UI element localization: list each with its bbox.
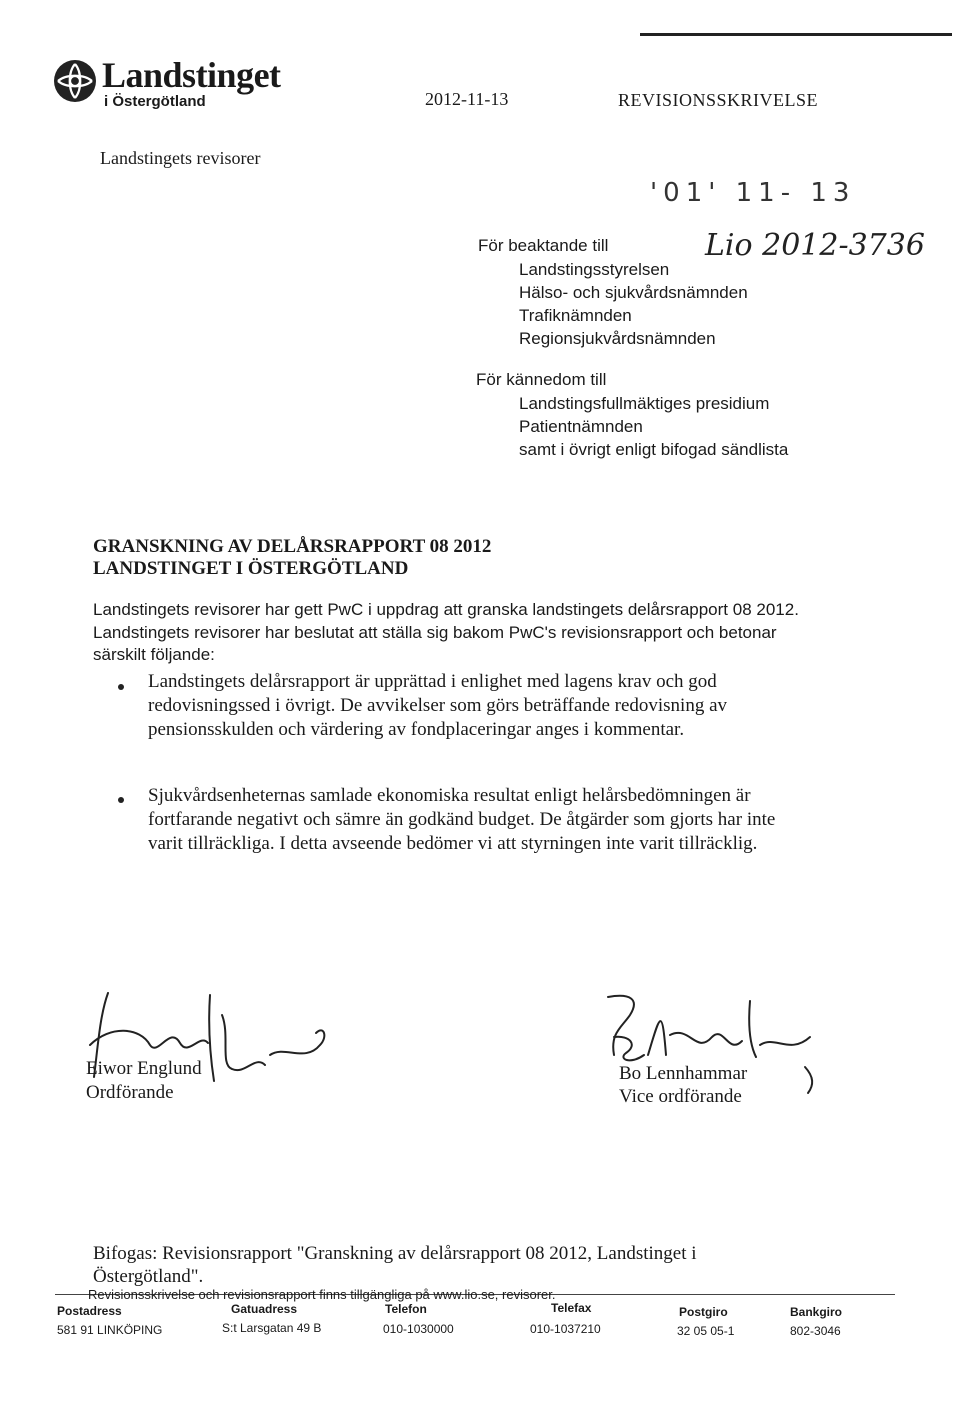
footer-telefon: 010-1030000 [383,1322,454,1336]
info-recipient-item: samt i övrigt enligt bifogad sändlista [519,440,789,459]
recipient-item: Landstingsstyrelsen [519,260,670,279]
footer-gatuadress: S:t Larsgatan 49 B [222,1321,322,1335]
top-rule [640,33,952,36]
footer-bankgiro: 802-3046 [790,1324,841,1338]
footer-bankgiro-label: Bankgiro [790,1305,843,1319]
logo-wordmark: Landstinget [102,55,281,95]
logo-subtitle: i Östergötland [104,93,206,110]
recipient-item: Trafiknämnden [519,306,632,325]
body-paragraph-2-line-1: Landstingets revisorer har beslutat att ställa sig bakom PwC's revisionsrapport och betonar [93,623,777,642]
footer-postgiro: 32 05 05-1 [677,1324,735,1338]
landstinget-logo-icon [52,58,98,104]
footer-gatuadress-label: Gatuadress [231,1302,298,1316]
signatory-1-name: Eiwor Englund [86,1058,202,1079]
sender: Landstingets revisorer [100,148,261,168]
recipient-item: Regionsjukvårdsnämnden [519,329,716,348]
info-recipient-item: Patientnämnden [519,417,643,436]
body-paragraph-2-line-2: särskilt följande: [93,645,215,664]
document-title-line-2: LANDSTINGET I ÖSTERGÖTLAND [93,558,409,579]
body-paragraph-1: Landstingets revisorer har gett PwC i uppdrag att granska landstingets delårsrapport 08 2012. [93,600,799,619]
footer-postgiro-label: Postgiro [679,1305,728,1319]
signatory-2-role: Vice ordförande [619,1086,742,1107]
footer-note: Revisionsskrivelse och revisionsrapport finns tillgängliga på www.lio.se, revisorer. [88,1287,556,1302]
footer-telefax-label: Telefax [551,1301,592,1315]
bullet-dot [118,684,124,690]
attachment-line-1: Bifogas: Revisionsrapport "Granskning av delårsrapport 08 2012, Landstinget i [93,1243,697,1264]
signatory-2-name: Bo Lennhammar [619,1063,748,1084]
bullet-item-1: Landstingets delårsrapport är upprättad i enlighet med lagens krav och god redovisningssed i övrigt. De avvikelser som görs beträffande redovisning av pensionsskulden och värdering av fondplaceringar anges i kommentar. [148,671,728,740]
attention-label: För beaktande till [478,236,609,255]
info-recipient-item: Landstingsfullmäktiges presidium [519,394,770,413]
received-date-stamp: '01' 11- 13 [650,178,856,208]
document-type: REVISIONSSKRIVELSE [618,90,819,110]
info-label: För kännedom till [476,370,607,389]
recipient-item: Hälso- och sjukvårdsnämnden [519,283,748,302]
footer-postadress: 581 91 LINKÖPING [57,1323,163,1337]
bullet-dot [118,797,124,803]
footer-telefax: 010-1037210 [530,1322,601,1336]
bullet-item-2: Sjukvårdsenheternas samlade ekonomiska resultat enligt helårsbedömningen är fortfarande negativt och sämre än godkänd budget. De åtgärder som gjorts har inte varit tillräckliga. I detta avseende bedömer vi att styrningen inte varit tillräcklig. [148,785,776,854]
document-date: 2012-11-13 [425,89,509,109]
document-title-line-1: GRANSKNING AV DELÅRSRAPPORT 08 2012 [93,536,492,557]
footer-telefon-label: Telefon [385,1302,427,1316]
footer-postadress-label: Postadress [57,1304,122,1318]
attachment-line-2: Östergötland". [93,1266,204,1287]
registration-number-handwritten: Lio 2012-3736 [705,228,925,263]
signatory-1-role: Ordförande [86,1082,174,1103]
